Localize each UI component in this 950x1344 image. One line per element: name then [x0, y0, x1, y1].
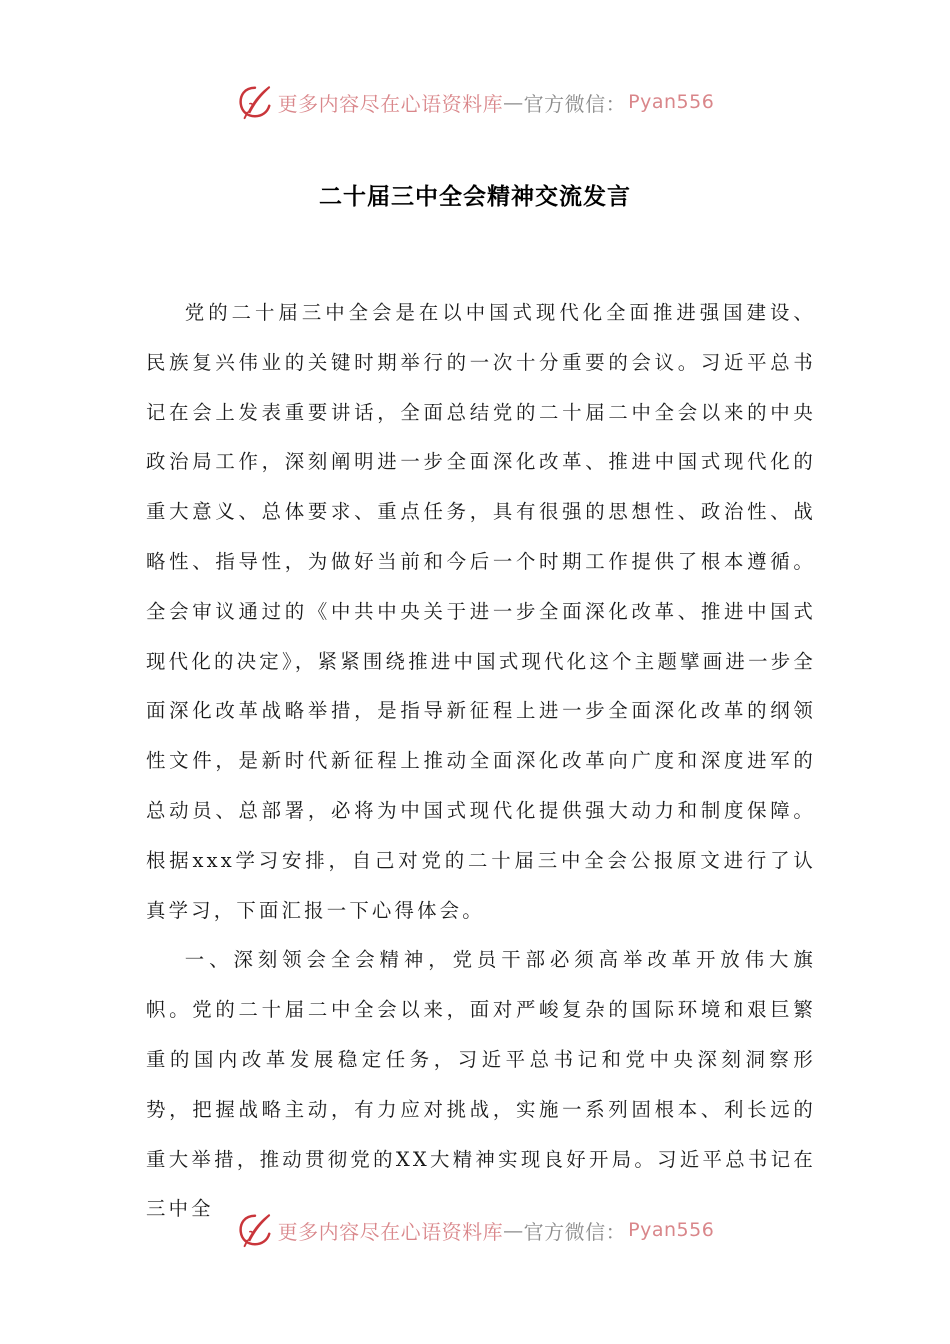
watermark-handle: Pyan556 — [628, 91, 715, 113]
watermark-banner-bottom — [0, 1210, 950, 1250]
watermark-dash: — — [503, 90, 524, 114]
watermark-banner-top — [0, 82, 950, 122]
quill-pen-logo-icon — [236, 1211, 274, 1249]
document-body — [146, 288, 816, 1234]
watermark-text — [278, 88, 715, 117]
watermark-dash: — — [503, 1218, 524, 1242]
watermark-brand: 更多内容尽在心语资料库 — [277, 91, 504, 116]
watermark-handle: Pyan556 — [628, 1219, 715, 1241]
watermark-official: 官方微信： — [523, 91, 627, 116]
paragraph-section-one: 一、深刻领会全会精神，党员干部必须高举改革开放伟大旗帜。党的二十届二中全会以来，面对严峻复杂的国际环境和艰巨繁重的国内改革发展稳定任务，习近平总书记和党中央深刻洞察形势，把握战略主动，有力应对挑战，实施一系列固根本、利长远的重大举措，推动贯彻党的XX大精神实现良好开局。习近平总书记在三中全 — [146, 948, 816, 1221]
watermark-official: 官方微信： — [523, 1219, 627, 1244]
document-title: 二十届三中全会精神交流发言 — [319, 184, 631, 210]
quill-pen-logo-icon — [236, 83, 274, 121]
watermark-brand: 更多内容尽在心语资料库 — [277, 1219, 504, 1244]
paragraph-intro: 党的二十届三中全会是在以中国式现代化全面推进强国建设、民族复兴伟业的关键时期举行的一次十分重要的会议。习近平总书记在会上发表重要讲话，全面总结党的二十届二中全会以来的中央政治局工作，深刻阐明进一步全面深化改革、推进中国式现代化的重大意义、总体要求、重点任务，具有很强的思想性、政治性、战略性、指导性，为做好当前和今后一个时期工作提供了根本遵循。全会审议通过的《中共中央关于进一步全面深化改革、推进中国式现代化的决定》，紧紧围绕推进中国式现代化这个主题擘画进一步全面深化改革战略举措，是指导新征程上进一步全面深化改革的纲领性文件，是新时代新征程上推动全面深化改革向广度和深度进军的总动员、总部署，必将为中国式现代化提供强大动力和制度保障。根据xxx学习安排，自己对党的二十届三中全会公报原文进行了认真学习，下面汇报一下心得体会。 — [146, 301, 816, 922]
watermark-text — [278, 1216, 715, 1245]
